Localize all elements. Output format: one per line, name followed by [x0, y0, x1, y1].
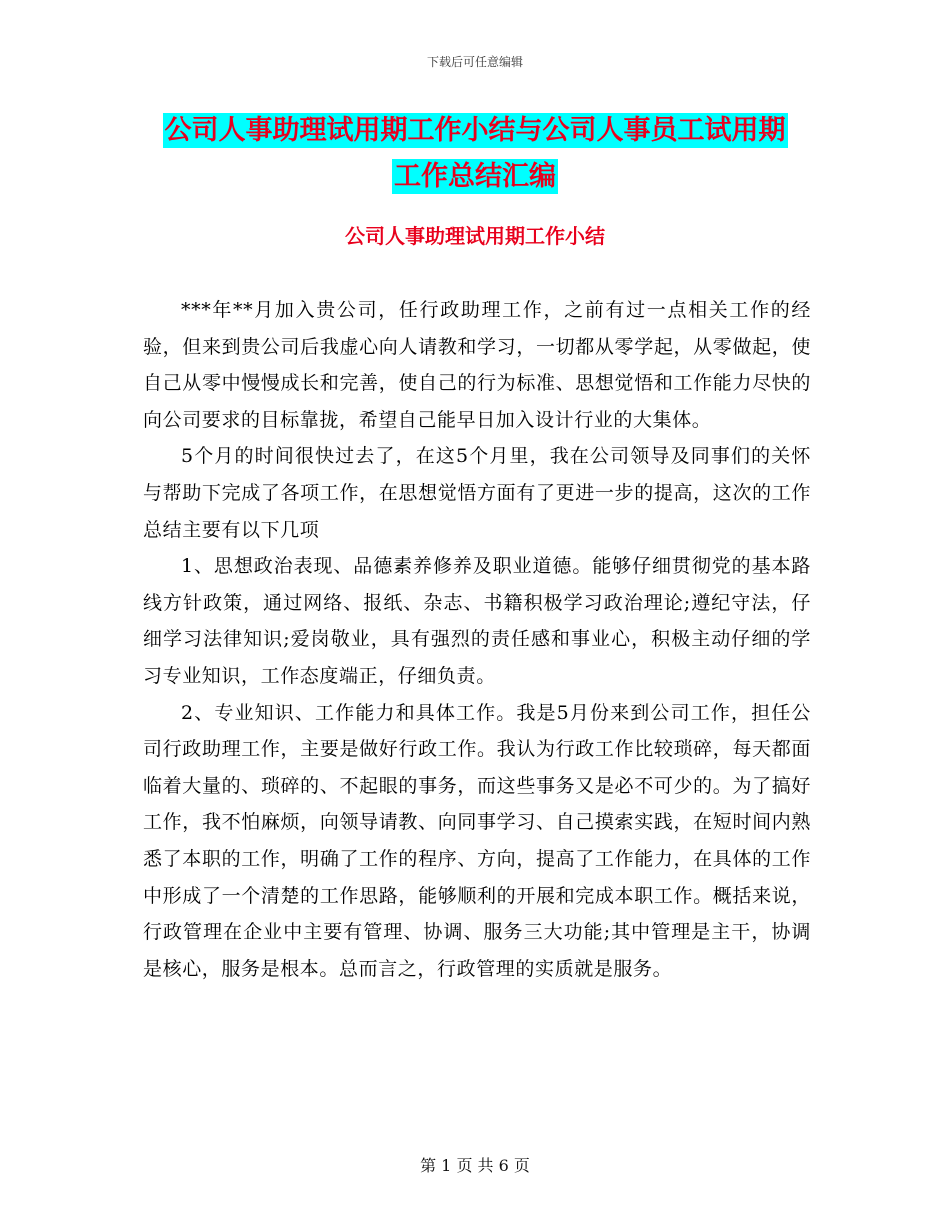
document-title-line-1: 公司人事助理试用期工作小结与公司人事员工试用期	[164, 115, 786, 146]
paragraph: 1、思想政治表现、品德素养修养及职业道德。能够仔细贯彻党的基本路线方针政策，通过网络、报纸、杂志、书籍积极学习政治理论;遵纪守法，仔细学习法律知识;爱岗敬业，具有强烈的责任感和事业心，积极主动仔细的学习专业知识，工作态度端正，仔细负责。	[143, 555, 811, 687]
paragraph: ***年**月加入贵公司，任行政助理工作，之前有过一点相关工作的经验，但来到贵公司后我虚心向人请教和学习，一切都从零学起，从零做起，使自己从零中慢慢成长和完善，使自己的行为标准、思想觉悟和工作能力尽快的向公司要求的目标靠拢，希望自己能早日加入设计行业的大集体。	[143, 299, 811, 431]
section-title: 公司人事助理试用期工作小结	[345, 224, 605, 248]
header-note: 下载后可任意编辑	[426, 55, 523, 69]
paragraph: 5个月的时间很快过去了，在这5个月里，我在公司领导及同事们的关怀与帮助下完成了各项工作，在思想觉悟方面有了更进一步的提高，这次的工作总结主要有以下几项	[143, 445, 811, 541]
page-footer: 第 1 页 共 6 页	[420, 1156, 530, 1175]
paragraph: 2、专业知识、工作能力和具体工作。我是5月份来到公司工作，担任公司行政助理工作，主要是做好行政工作。我认为行政工作比较琐碎，每天都面临着大量的、琐碎的、不起眼的事务，而这些事务又是必不可少的。为了搞好工作，我不怕麻烦，向领导请教、向同事学习、自己摸索实践，在短时间内熟悉了本职的工作，明确了工作的程序、方向，提高了工作能力，在具体的工作中形成了一个清楚的工作思路，能够顺利的开展和完成本职工作。概括来说，行政管理在企业中主要有管理、协调、服务三大功能;其中管理是主干，协调是核心，服务是根本。总而言之，行政管理的实质就是服务。	[143, 701, 811, 980]
document-title	[0, 108, 950, 200]
body-text	[143, 292, 811, 987]
document-title-line-2: 工作总结汇编	[394, 161, 556, 192]
